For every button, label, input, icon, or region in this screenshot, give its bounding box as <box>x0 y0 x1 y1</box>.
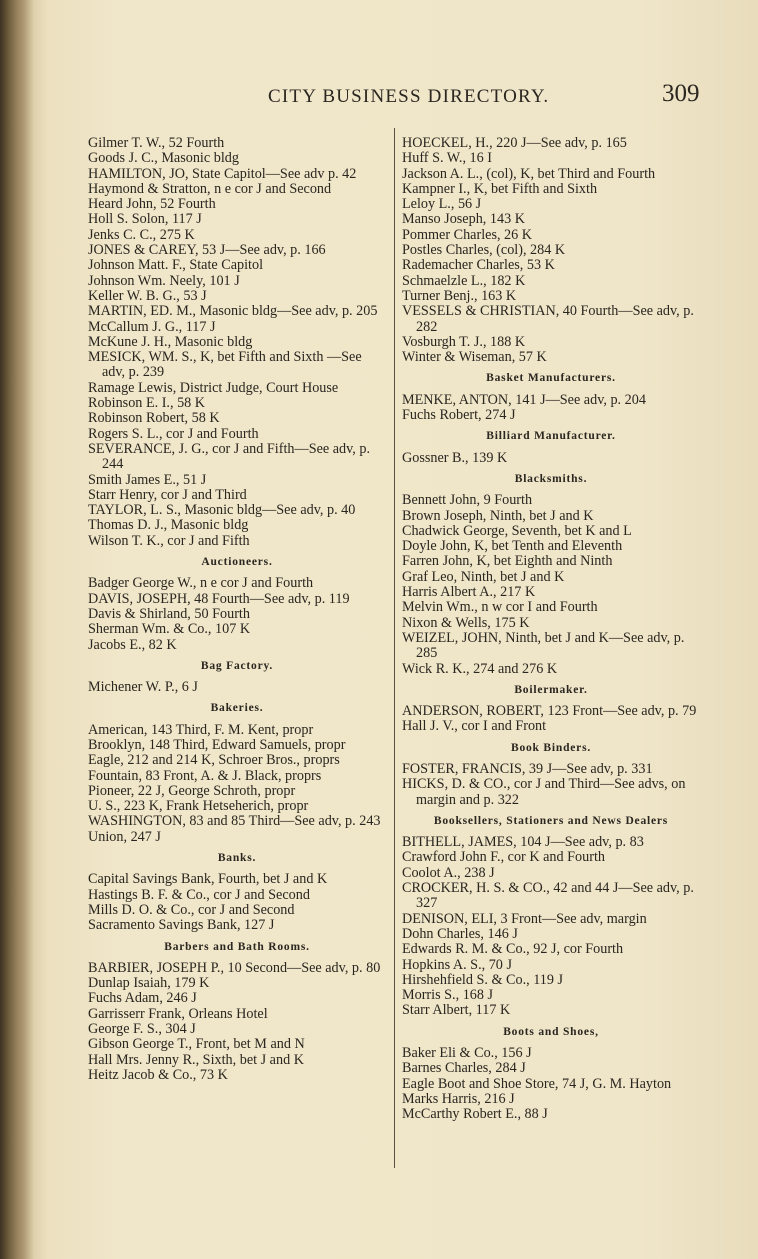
directory-entry: Rogers S. L., cor J and Fourth <box>88 425 259 442</box>
directory-entry: Farren John, K, bet Eighth and Ninth <box>402 553 613 570</box>
directory-entry: Robinson E. I., 58 K <box>88 395 206 412</box>
directory-entry: Starr Albert, 117 K <box>402 1002 511 1019</box>
directory-entry: Sherman Wm. & Co., 107 K <box>88 621 251 638</box>
directory-entry: Wilson T. K., cor J and Fifth <box>88 532 250 549</box>
directory-entry: Keller W. B. G., 53 J <box>88 287 207 304</box>
section-heading: Bag Factory. <box>200 659 274 672</box>
page-title: CITY BUSINESS DIRECTORY. <box>268 86 550 107</box>
directory-entry: U. S., 223 K, Frank Hetseherich, propr <box>88 798 309 815</box>
directory-entry: WEIZEL, JOHN, Ninth, bet J and K—See adv, p. 285 <box>402 629 685 662</box>
directory-entry: DENISON, ELI, 3 Front—See adv, margin <box>402 910 647 927</box>
directory-entry: MENKE, ANTON, 141 J—See adv, p. 204 <box>402 391 646 408</box>
directory-entry: VESSELS & CHRISTIAN, 40 Fourth—See adv, p. 282 <box>402 303 694 335</box>
directory-entry: Pommer Charles, 26 K <box>402 226 533 243</box>
directory-entry: Hirshehfield S. & Co., 119 J <box>402 971 564 988</box>
directory-entry: Goods J. C., Masonic bldg <box>88 150 239 167</box>
section-heading: Blacksmiths. <box>514 472 588 485</box>
directory-entry: Dunlap Isaiah, 179 K <box>88 975 210 992</box>
directory-entry: JONES & CAREY, 53 J—See adv, p. 166 <box>88 242 326 259</box>
directory-entry: Fountain, 83 Front, A. & J. Black, proprs <box>88 767 322 784</box>
directory-entry: McCallum J. G., 117 J <box>88 318 216 335</box>
directory-entry: Jacobs E., 82 K <box>88 636 177 653</box>
directory-entry: Robinson Robert, 58 K <box>88 410 220 427</box>
directory-entry: DAVIS, JOSEPH, 48 Fourth—See adv, p. 119 <box>88 590 350 607</box>
section-heading: Banks. <box>217 852 257 865</box>
section-heading: Bakeries. <box>210 702 264 715</box>
directory-entry: BITHELL, JAMES, 104 J—See adv, p. 83 <box>402 834 644 851</box>
directory-entry: Holl S. Solon, 117 J <box>88 211 202 228</box>
directory-entry: Marks Harris, 216 J <box>402 1090 515 1107</box>
directory-entry: SEVERANCE, J. G., cor J and Fifth—See adv, p. 244 <box>88 440 371 473</box>
directory-entry: TAYLOR, L. S., Masonic bldg—See adv, p. 40 <box>88 502 356 519</box>
left-column <box>88 136 386 1083</box>
directory-entry: Davis & Shirland, 50 Fourth <box>88 605 250 622</box>
directory-entry: Michener W. P., 6 J <box>88 679 198 696</box>
section-heading: Book Binders. <box>510 741 592 754</box>
directory-entry: Doyle John, K, bet Tenth and Eleventh <box>402 538 623 555</box>
directory-entry: Eagle, 212 and 214 K, Schroer Bros., proprs <box>88 752 340 769</box>
directory-entry: Melvin Wm., n w cor I and Fourth <box>402 599 598 616</box>
directory-entry: ANDERSON, ROBERT, 123 Front—See adv, p. 79 <box>402 703 697 720</box>
directory-entry: WASHINGTON, 83 and 85 Third—See adv, p. 243 <box>88 813 381 830</box>
directory-entry: Bennett John, 9 Fourth <box>402 492 533 509</box>
directory-entry: Baker Eli & Co., 156 J <box>402 1045 532 1062</box>
directory-entry: Jackson A. L., (col), K, bet Third and Fourth <box>402 165 656 182</box>
directory-entry: Rademacher Charles, 53 K <box>402 257 555 274</box>
directory-entry: Hall J. V., cor I and Front <box>402 718 547 735</box>
section-heading: Auctioneers. <box>201 556 273 569</box>
section-heading: Boilermaker. <box>514 683 588 696</box>
directory-entry: Eagle Boot and Shoe Store, 74 J, G. M. Hayton <box>402 1075 672 1092</box>
directory-entry: Hastings B. F. & Co., cor J and Second <box>88 886 310 903</box>
directory-entry: McCarthy Robert E., 88 J <box>402 1106 548 1123</box>
directory-entry: Turner Benj., 163 K <box>402 287 517 304</box>
directory-entry: Harris Albert A., 217 K <box>402 584 536 601</box>
directory-entry: Coolot A., 238 J <box>402 864 495 881</box>
directory-entry: Huff S. W., 16 I <box>402 150 492 167</box>
directory-entry: Gibson George T., Front, bet M and N <box>88 1036 305 1053</box>
directory-entry: McKune J. H., Masonic bldg <box>88 333 253 350</box>
directory-entry: Leloy L., 56 J <box>402 196 482 213</box>
directory-entry: Winter & Wiseman, 57 K <box>402 349 547 366</box>
directory-entry: Wick R. K., 274 and 276 K <box>402 660 558 677</box>
directory-entry: HAMILTON, JO, State Capitol—See adv p. 42 <box>88 165 357 182</box>
directory-entry: Crawford John F., cor K and Fourth <box>402 849 605 866</box>
book-gutter-shadow <box>0 0 34 1259</box>
directory-entry: Hall Mrs. Jenny R., Sixth, bet J and K <box>88 1051 304 1068</box>
directory-entry: Brown Joseph, Ninth, bet J and K <box>402 507 594 524</box>
directory-entry: Thomas D. J., Masonic bldg <box>88 517 249 534</box>
directory-entry: Union, 247 J <box>88 828 161 845</box>
directory-entry: Heard John, 52 Fourth <box>88 196 216 213</box>
directory-entry: Pioneer, 22 J, George Schroth, propr <box>88 782 296 799</box>
directory-entry: Barnes Charles, 284 J <box>402 1060 526 1077</box>
directory-entry: George F. S., 304 J <box>88 1021 196 1038</box>
directory-entry: Sacramento Savings Bank, 127 J <box>88 917 275 934</box>
directory-entry: Starr Henry, cor J and Third <box>88 486 247 503</box>
right-column <box>402 136 700 1123</box>
directory-entry: Graf Leo, Ninth, bet J and K <box>402 568 565 585</box>
directory-entry: Fuchs Adam, 246 J <box>88 990 197 1007</box>
directory-entry: Chadwick George, Seventh, bet K and L <box>402 522 632 539</box>
section-heading: Billiard Manufacturer. <box>486 430 616 443</box>
directory-entry: Capital Savings Bank, Fourth, bet J and K <box>88 871 328 888</box>
directory-entry: MARTIN, ED. M., Masonic bldg—See adv, p. 205 <box>88 303 378 320</box>
directory-entry: Fuchs Robert, 274 J <box>402 407 516 424</box>
directory-entry: Vosburgh T. J., 188 K <box>402 333 526 350</box>
page-number: 309 <box>662 80 700 107</box>
column-divider <box>394 128 395 1168</box>
directory-entry: Dohn Charles, 146 J <box>402 925 518 942</box>
directory-entry: Edwards R. M. & Co., 92 J, cor Fourth <box>402 941 624 958</box>
directory-entry: Postles Charles, (col), 284 K <box>402 242 566 259</box>
directory-entry: Johnson Wm. Neely, 101 J <box>88 272 240 289</box>
directory-entry: Mills D. O. & Co., cor J and Second <box>88 901 295 918</box>
directory-entry: Haymond & Stratton, n e cor J and Second <box>88 180 332 197</box>
directory-entry: Jenks C. C., 275 K <box>88 226 195 243</box>
directory-entry: American, 143 Third, F. M. Kent, propr <box>88 721 314 738</box>
directory-entry: Gilmer T. W., 52 Fourth <box>88 135 225 151</box>
directory-entry: CROCKER, H. S. & CO., 42 and 44 J—See adv, p. 327 <box>402 880 694 912</box>
directory-entry: Nixon & Wells, 175 K <box>402 614 530 631</box>
directory-entry: Kampner I., K, bet Fifth and Sixth <box>402 180 598 197</box>
directory-entry: FOSTER, FRANCIS, 39 J—See adv, p. 331 <box>402 760 653 777</box>
directory-entry: HICKS, D. & CO., cor J and Third—See advs, on margin and p. 322 <box>402 776 686 808</box>
directory-entry: HOECKEL, H., 220 J—See adv, p. 165 <box>402 135 627 151</box>
section-heading: Barbers and Bath Rooms. <box>164 940 310 953</box>
directory-entry: Ramage Lewis, District Judge, Court House <box>88 379 339 396</box>
directory-entry: Schmaelzle L., 182 K <box>402 272 526 289</box>
directory-entry: BARBIER, JOSEPH P., 10 Second—See adv, p. 80 <box>88 959 381 976</box>
directory-entry: Heitz Jacob & Co., 73 K <box>88 1066 228 1083</box>
directory-entry: Garrisserr Frank, Orleans Hotel <box>88 1005 268 1022</box>
directory-entry: Smith James E., 51 J <box>88 471 207 488</box>
directory-entry: Johnson Matt. F., State Capitol <box>88 257 264 274</box>
directory-entry: Manso Joseph, 143 K <box>402 211 525 228</box>
section-heading: Basket Manufacturers. <box>486 372 616 385</box>
directory-entry: MESICK, WM. S., K, bet Fifth and Sixth —See adv, p. 239 <box>88 349 362 381</box>
directory-entry: Morris S., 168 J <box>402 987 494 1004</box>
directory-entry: Badger George W., n e cor J and Fourth <box>88 575 314 592</box>
directory-entry: Brooklyn, 148 Third, Edward Samuels, propr <box>88 736 346 753</box>
running-head <box>0 80 758 120</box>
directory-entry: Hopkins A. S., 70 J <box>402 956 512 973</box>
section-heading: Booksellers, Stationers and News Dealers <box>433 814 669 827</box>
section-heading: Boots and Shoes, <box>503 1025 599 1038</box>
directory-entry: Gossner B., 139 K <box>402 449 508 466</box>
